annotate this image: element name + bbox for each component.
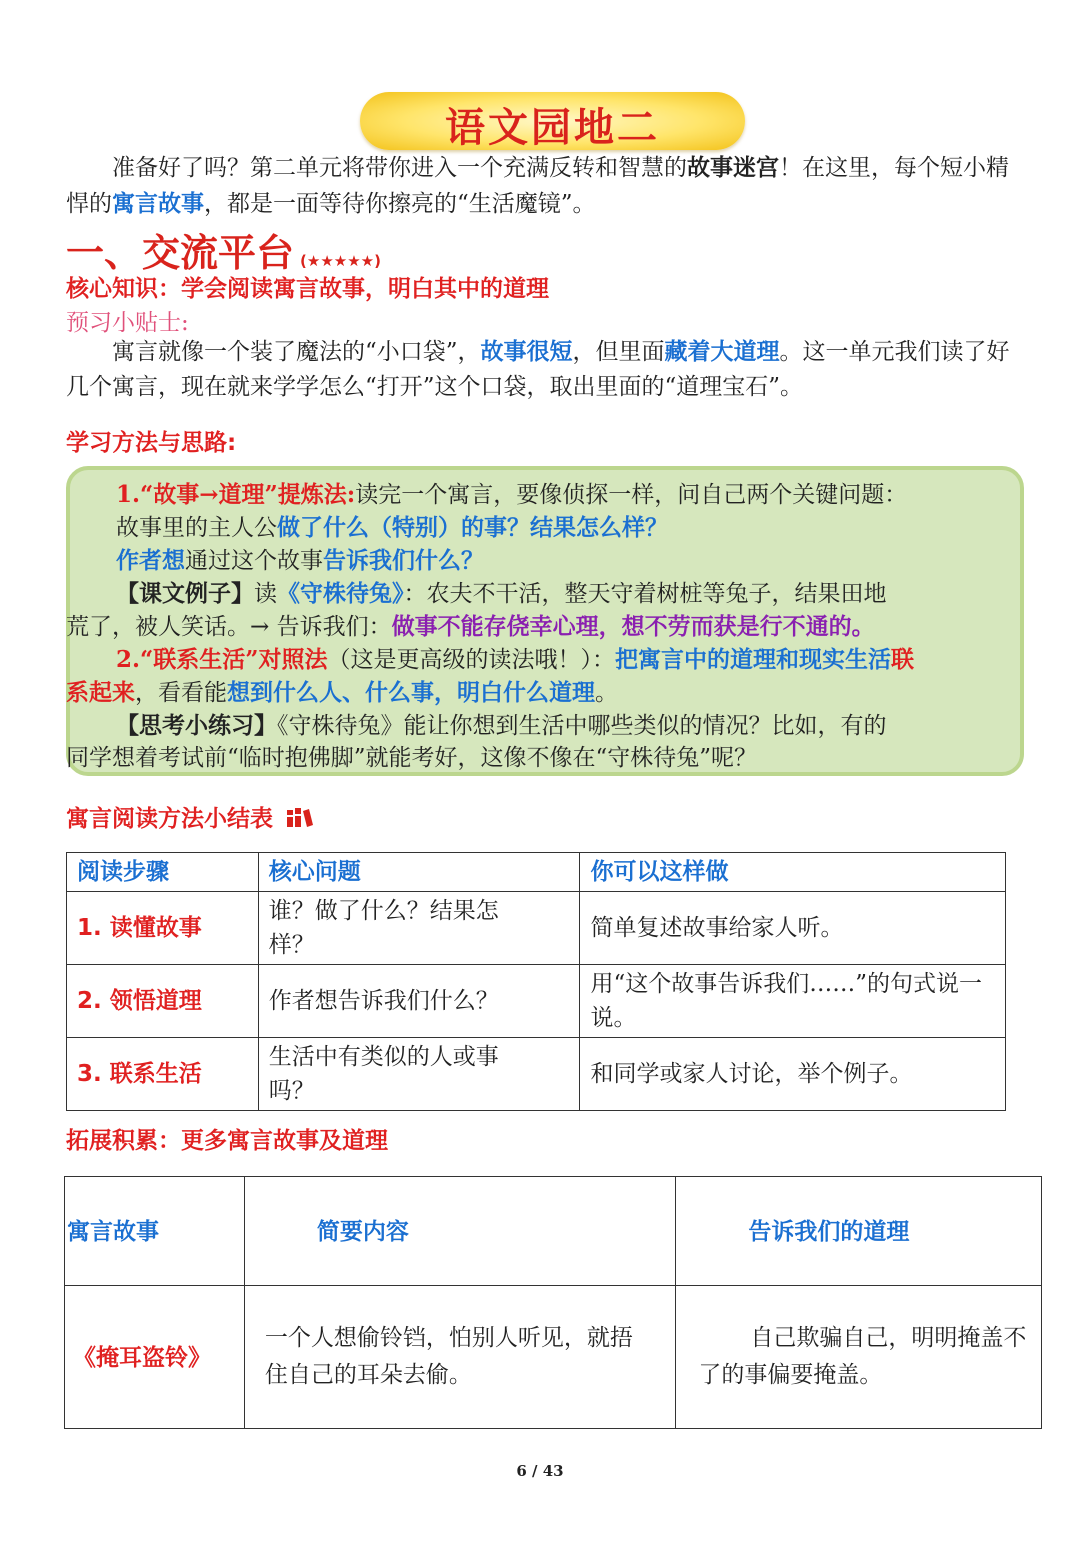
table-cell-step: 1. 读懂故事 <box>67 892 259 965</box>
extension-label: 拓展积累：更多寓言故事及道理 <box>66 1128 388 1154</box>
table-cell: 简单复述故事给家人听。 <box>580 892 1006 965</box>
method-2-line <box>66 643 1016 677</box>
core-knowledge: 核心知识：学会阅读寓言故事，明白其中的道理 <box>66 276 549 302</box>
table-row <box>65 1286 1042 1429</box>
table-header-cell: 简要内容 <box>244 1177 676 1286</box>
table-header-cell: 阅读步骤 <box>67 853 259 892</box>
intro-text: ！在这里，每个短小精悍的 <box>66 155 1009 217</box>
page-title: 语文园地二 <box>445 104 660 151</box>
tip-highlight: 藏着大道理 <box>664 338 780 365</box>
table-cell: 生活中有类似的人或事吗？ <box>258 1038 580 1111</box>
example-line-1 <box>66 577 1016 611</box>
question-2-highlight: 告诉我们什么？ <box>323 547 484 574</box>
tip-text: 。这一单元我们读了好几个寓言，现在就来学学怎么“打开”这个口袋，取出里面的“道理宝石”。 <box>66 339 1010 400</box>
method-2-line-2 <box>66 676 1016 710</box>
intro-highlight: 故事迷宫 <box>687 154 779 181</box>
table-cell-step: 2. 领悟道理 <box>67 965 259 1038</box>
section-heading <box>66 222 381 277</box>
method-2-text: ，看看能 <box>135 680 227 706</box>
question-2-line <box>66 544 1016 578</box>
table-cell-step: 3. 联系生活 <box>67 1038 259 1111</box>
think-label: 【思考小练习】 <box>116 712 277 739</box>
tip-text: 寓言就像一个装了魔法的“小口袋”， <box>112 339 481 365</box>
method-2-highlight-red: 联 <box>890 646 914 673</box>
table-header-row <box>67 853 1006 892</box>
methods-label: 学习方法与思路: <box>66 430 237 456</box>
preview-tip-paragraph <box>66 334 1016 405</box>
think-text: 《守株待兔》能让你想到生活中哪些类似的情况？比如，有的 <box>277 713 887 739</box>
method-2-highlight: 把寓言中的道理和现实生活 <box>614 646 891 673</box>
book-icon <box>285 807 315 829</box>
method-1-text: 读完一个寓言，要像侦探一样，问自己两个关键问题： <box>355 482 908 508</box>
method-1-label: 1.“故事→道理”提炼法: <box>116 481 356 508</box>
summary-label-text: 寓言阅读方法小结表 <box>66 806 273 832</box>
table-cell: 谁？做了什么？结果怎样？ <box>258 892 580 965</box>
intro-text: 准备好了吗？第二单元将带你进入一个充满反转和智慧的 <box>112 155 687 181</box>
table-cell: 用“这个故事告诉我们……”的句式说一说。 <box>580 965 1006 1038</box>
page-number: 6 / 43 <box>516 1462 564 1480</box>
table-cell: 自己欺骗自己，明明掩盖不了的事偏要掩盖。 <box>676 1286 1042 1429</box>
method-2-label: 2.“联系生活”对照法 <box>116 646 328 673</box>
table-row <box>67 965 1006 1038</box>
tip-highlight: 故事很短 <box>480 338 573 365</box>
table-header-cell: 核心问题 <box>258 853 580 892</box>
summary-label <box>66 800 315 833</box>
table-cell: 作者想告诉我们什么？ <box>258 965 580 1038</box>
table-header-row <box>65 1177 1042 1286</box>
tip-text: ，但里面 <box>572 339 665 365</box>
section-heading-text: 一、交流平台 <box>66 231 295 275</box>
intro-text: ，都是一面等待你擦亮的“生活魔镜”。 <box>204 191 596 217</box>
question-2-highlight: 作者想 <box>116 547 185 574</box>
question-1-line <box>66 511 1016 545</box>
intro-highlight: 寓言故事 <box>112 190 204 217</box>
example-label: 【课文例子】 <box>116 580 254 607</box>
question-2-text: 通过这个故事 <box>185 548 323 574</box>
method-2-highlight-red: 系起来 <box>66 679 135 706</box>
extension-table <box>64 1176 1042 1429</box>
table-header-cell: 你可以这样做 <box>580 853 1006 892</box>
fable-title-cell: 《掩耳盗铃》 <box>65 1286 245 1429</box>
summary-table <box>66 852 1006 1111</box>
table-cell: 和同学或家人讨论，举个例子。 <box>580 1038 1006 1111</box>
question-1-text: 故事里的主人公 <box>116 515 277 541</box>
method-2-highlight: 想到什么人、什么事，明白什么道理 <box>227 679 595 706</box>
example-text: 读 <box>254 581 277 607</box>
question-1-highlight: 做了什么（特别）的事？结果怎么样？ <box>277 514 668 541</box>
method-1-line <box>66 478 1016 512</box>
think-text: 同学想着考试前“临时抱佛脚”就能考好，这像不像在“守株待兔”呢？ <box>66 745 758 771</box>
method-2-text: 。 <box>595 680 618 706</box>
table-cell: 一个人想偷铃铛，怕别人听见，就捂住自己的耳朵去偷。 <box>244 1286 676 1429</box>
table-row <box>67 892 1006 965</box>
example-title: 《守株待兔》 <box>277 580 404 607</box>
think-line-2 <box>66 742 1016 775</box>
example-line-2 <box>66 610 1016 644</box>
think-line-1 <box>66 709 1016 743</box>
table-header-cell: 寓言故事 <box>65 1177 245 1286</box>
preview-tip-label: 预习小贴士: <box>66 310 189 336</box>
example-lesson: 做事不能存侥幸心理，想不劳而获是行不通的。 <box>391 613 875 640</box>
intro-paragraph <box>66 150 1016 222</box>
difficulty-stars: (★★★★★) <box>300 252 381 270</box>
example-text: ：农夫不干活，整天守着树桩等兔子，结果田地 <box>403 581 887 607</box>
table-row <box>67 1038 1006 1111</box>
table-header-cell: 告诉我们的道理 <box>676 1177 1042 1286</box>
method-2-text: （这是更高级的读法哦！）： <box>327 647 615 673</box>
example-text: 荒了，被人笑话。→ 告诉我们： <box>66 614 392 640</box>
